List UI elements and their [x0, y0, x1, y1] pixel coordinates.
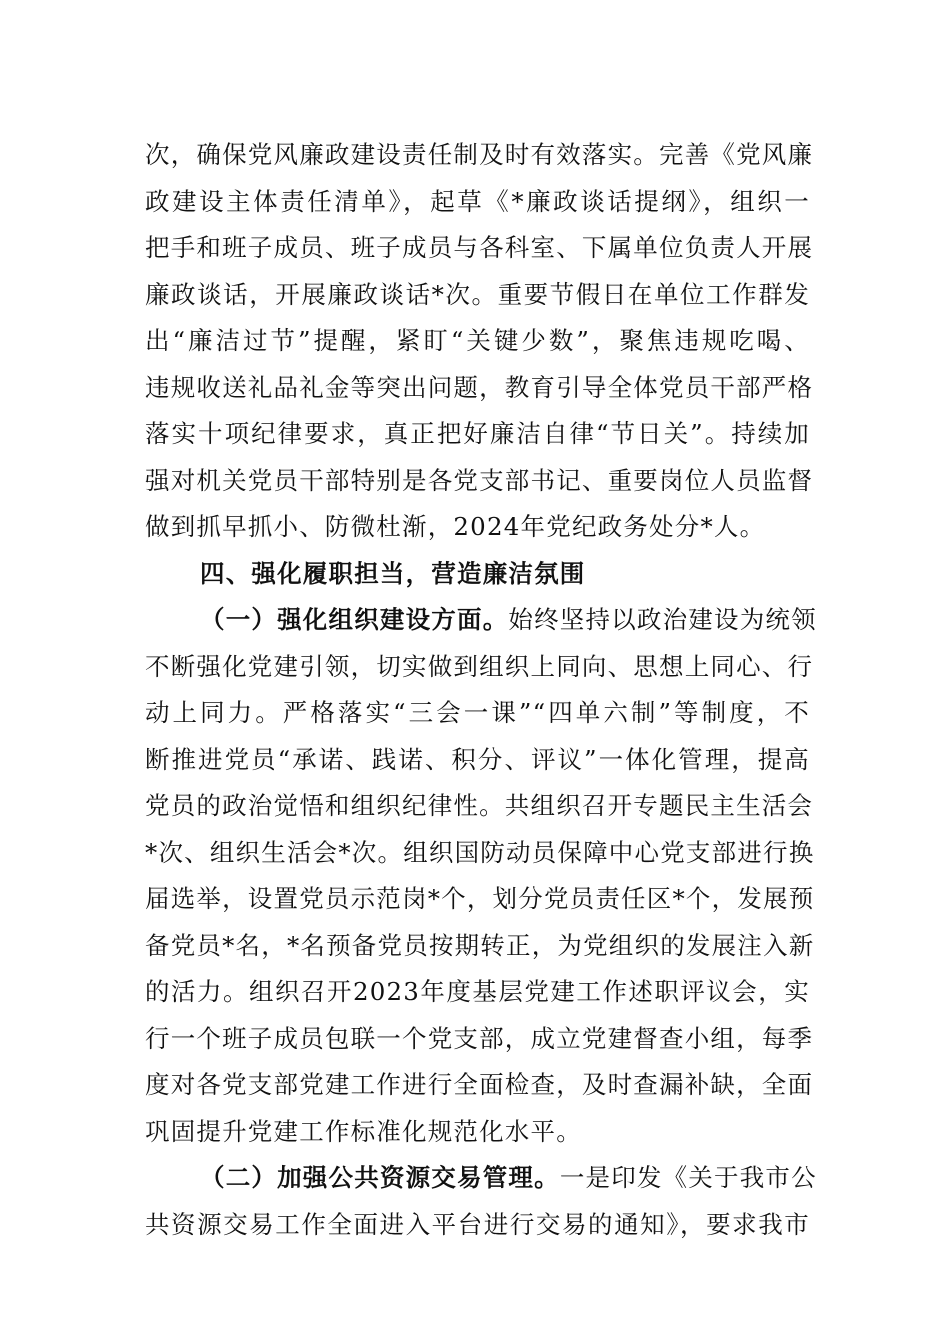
paragraph-line: 违规收送礼品礼金等突出问题，教育引导全体党员干部严格 [145, 372, 814, 402]
item-public-resource-trading [145, 1155, 817, 1248]
paragraph-line: 做到抓早抓小、防微杜渐，2024年党纪政务处分*人。 [145, 512, 766, 541]
paragraph-line: 的活力。组织召开2023年度基层党建工作述职评议会，实 [145, 977, 810, 1006]
paragraph-line: 断推进党员“承诺、践诺、积分、评议”一体化管理，提高 [145, 744, 810, 774]
paragraph-line: 度对各党支部党建工作进行全面检查，及时查漏补缺，全面 [145, 1070, 814, 1099]
paragraph-line: 政建设主体责任清单》，起草《*廉政谈话提纲》，组织一 [145, 186, 810, 216]
item-first-line [145, 597, 817, 644]
paragraph-line: 巩固提升党建工作标准化规范化水平。 [145, 1116, 582, 1146]
paragraph-line: 届选举，设置党员示范岗*个，划分党员责任区*个，发展预 [145, 884, 815, 913]
paragraph-line: 强对机关党员干部特别是各党支部书记、重要岗位人员监督 [145, 465, 814, 495]
body-text [145, 132, 817, 1248]
paragraph-line: 动上同力。严格落实“三会一课”“四单六制”等制度，不 [145, 698, 810, 727]
paragraph-line: 出“廉洁过节”提醒，紧盯“关键少数”，聚焦违规吃喝、 [145, 326, 810, 355]
paragraph-line: 落实十项纪律要求，真正把好廉洁自律“节日关”。持续加 [145, 419, 810, 448]
item-title: （一）强化组织建设方面。 [200, 605, 509, 634]
paragraph-1 [145, 132, 814, 551]
item-first-rest: 一是印发《关于我市公 [559, 1163, 817, 1192]
paragraph-line: 备党员*名，*名预备党员按期转正，为党组织的发展注入新 [145, 930, 815, 960]
item-title: （二）加强公共资源交易管理。 [200, 1163, 560, 1192]
section-heading: 四、强化履职担当，营造廉洁氛围 [200, 558, 586, 588]
paragraph-line: 次，确保党风廉政建设责任制及时有效落实。完善《党风廉 [145, 140, 814, 169]
paragraph-line: 不断强化党建引领，切实做到组织上同向、思想上同心、行 [145, 651, 814, 681]
paragraph-line: 行一个班子成员包联一个党支部，成立党建督查小组，每季 [145, 1023, 814, 1053]
item-first-rest: 始终坚持以政治建设为统领 [508, 605, 817, 634]
paragraph-line: *次、组织生活会*次。组织国防动员保障中心党支部进行换 [145, 837, 815, 867]
item-organization-building [145, 597, 817, 1155]
paragraph-line: 廉政谈话，开展廉政谈话*次。重要节假日在单位工作群发 [145, 279, 810, 309]
paragraph-line: 党员的政治觉悟和组织纪律性。共组织召开专题民主生活会 [145, 791, 814, 820]
paragraph-line: 共资源交易工作全面进入平台进行交易的通知》，要求我市 [145, 1209, 810, 1239]
item-first-line [145, 1155, 817, 1202]
paragraph-line: 把手和班子成员、班子成员与各科室、下属单位负责人开展 [145, 233, 814, 262]
